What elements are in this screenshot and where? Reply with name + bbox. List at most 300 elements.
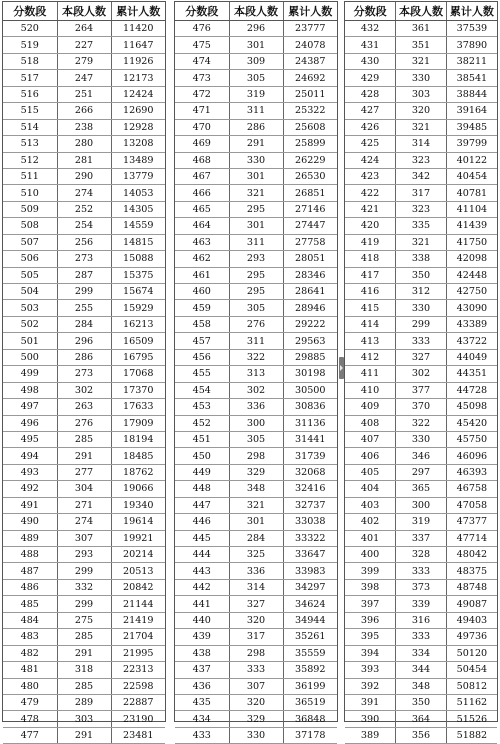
cell-cumulative-count: 50454 [446,662,497,678]
cell-segment-count: 302 [396,366,447,382]
cell-score: 472 [175,86,229,102]
cell-score: 482 [3,645,57,661]
cell-segment-count: 373 [396,579,447,595]
cell-segment-count: 302 [57,382,111,398]
cell-segment-count: 319 [396,514,447,530]
cell-cumulative-count: 18762 [111,464,165,480]
cell-segment-count: 305 [229,431,283,447]
cell-segment-count: 311 [229,103,283,119]
table-row [175,579,337,595]
cell-segment-count: 301 [229,514,283,530]
cell-segment-count: 365 [396,481,447,497]
score-table-1 [3,2,165,744]
table-row [345,399,497,415]
cell-score: 512 [3,152,57,168]
cell-score: 404 [345,481,396,497]
table-row [345,70,497,86]
cell-cumulative-count: 40454 [446,168,497,184]
table-row [175,645,337,661]
table-row [3,547,165,563]
cell-segment-count: 320 [229,612,283,628]
cell-cumulative-count: 26530 [283,168,337,184]
cell-segment-count: 299 [57,563,111,579]
cell-score: 471 [175,103,229,119]
cell-score: 395 [345,629,396,645]
table-row [345,596,497,612]
table-row [345,234,497,250]
table-row [3,612,165,628]
cell-segment-count: 263 [57,399,111,415]
cell-score: 517 [3,70,57,86]
cell-score: 410 [345,382,396,398]
cell-segment-count: 321 [229,497,283,513]
cell-score: 424 [345,152,396,168]
cell-score: 518 [3,53,57,69]
cell-cumulative-count: 39485 [446,119,497,135]
cell-cumulative-count: 43722 [446,333,497,349]
cell-segment-count: 327 [229,596,283,612]
table-row [175,218,337,234]
cell-cumulative-count: 17068 [111,366,165,382]
cell-score: 442 [175,579,229,595]
cell-cumulative-count: 46096 [446,448,497,464]
cell-score: 474 [175,53,229,69]
cell-cumulative-count: 43090 [446,300,497,316]
cell-score: 511 [3,168,57,184]
table-row [3,662,165,678]
table-row [345,464,497,480]
table-row [345,333,497,349]
cell-cumulative-count: 28051 [283,251,337,267]
table-row [345,21,497,37]
table-row [175,382,337,398]
table-row [175,448,337,464]
table-row [345,136,497,152]
table-row [175,251,337,267]
cell-cumulative-count: 12173 [111,70,165,86]
cell-segment-count: 377 [396,382,447,398]
cell-score: 403 [345,497,396,513]
cell-score: 473 [175,70,229,86]
cell-segment-count: 342 [396,168,447,184]
cell-cumulative-count: 22887 [111,694,165,710]
table-row [175,103,337,119]
table-row [345,316,497,332]
table-row [175,136,337,152]
table-row [3,415,165,431]
cell-cumulative-count: 13208 [111,136,165,152]
cell-score: 434 [175,711,229,727]
cell-segment-count: 336 [229,399,283,415]
cell-score: 438 [175,645,229,661]
cell-segment-count: 286 [229,119,283,135]
cell-cumulative-count: 13489 [111,152,165,168]
table-row [345,711,497,727]
table-header-row [175,2,337,21]
table-row [345,349,497,365]
cell-segment-count: 322 [229,349,283,365]
cell-score: 468 [175,152,229,168]
table-row [175,168,337,184]
cell-score: 463 [175,234,229,250]
table-row [175,431,337,447]
cell-segment-count: 321 [396,53,447,69]
cell-segment-count: 333 [396,563,447,579]
table-row [3,86,165,102]
cell-segment-count: 300 [396,497,447,513]
cell-score: 414 [345,316,396,332]
cell-cumulative-count: 16509 [111,333,165,349]
table-row [3,711,165,727]
cell-segment-count: 346 [396,448,447,464]
cell-segment-count: 329 [229,711,283,727]
cell-segment-count: 276 [229,316,283,332]
cell-score: 466 [175,185,229,201]
cell-cumulative-count: 21144 [111,596,165,612]
cell-cumulative-count: 45420 [446,415,497,431]
cell-cumulative-count: 42750 [446,284,497,300]
table-row [345,563,497,579]
cell-cumulative-count: 39164 [446,103,497,119]
table-row [175,53,337,69]
cell-score: 479 [3,694,57,710]
cell-score: 475 [175,37,229,53]
cell-segment-count: 318 [57,662,111,678]
cell-cumulative-count: 12690 [111,103,165,119]
cell-segment-count: 332 [57,579,111,595]
table-row [175,464,337,480]
table-row [175,185,337,201]
cell-cumulative-count: 48042 [446,547,497,563]
cell-score: 449 [175,464,229,480]
cell-score: 401 [345,530,396,546]
cell-score: 476 [175,21,229,37]
header-score-range: 分数段 [175,2,229,21]
table-row [3,629,165,645]
table-row [175,366,337,382]
cell-segment-count: 279 [57,53,111,69]
cell-cumulative-count: 22598 [111,678,165,694]
cell-cumulative-count: 40781 [446,185,497,201]
cell-segment-count: 295 [229,284,283,300]
cell-score: 484 [3,612,57,628]
table-row [345,497,497,513]
table-row [175,316,337,332]
cell-segment-count: 301 [229,168,283,184]
score-table-2 [175,2,337,744]
cell-cumulative-count: 16213 [111,316,165,332]
cell-cumulative-count: 35892 [283,662,337,678]
cell-cumulative-count: 49736 [446,629,497,645]
cell-cumulative-count: 34944 [283,612,337,628]
cell-score: 502 [3,316,57,332]
cell-score: 519 [3,37,57,53]
cell-segment-count: 296 [57,333,111,349]
cell-segment-count: 317 [396,185,447,201]
cell-score: 491 [3,497,57,513]
cell-cumulative-count: 41750 [446,234,497,250]
cell-segment-count: 298 [229,448,283,464]
cell-score: 495 [3,431,57,447]
score-distribution-page [2,1,498,742]
cell-segment-count: 286 [57,349,111,365]
table-row [3,366,165,382]
cell-score: 460 [175,284,229,300]
cell-segment-count: 285 [57,678,111,694]
cell-segment-count: 291 [229,136,283,152]
cell-cumulative-count: 19066 [111,481,165,497]
cell-score: 498 [3,382,57,398]
cell-score: 478 [3,711,57,727]
cell-segment-count: 273 [57,251,111,267]
table-row [175,711,337,727]
header-score-range: 分数段 [345,2,396,21]
cell-score: 429 [345,70,396,86]
cell-score: 400 [345,547,396,563]
cell-cumulative-count: 35559 [283,645,337,661]
cell-score: 451 [175,431,229,447]
table-row [3,694,165,710]
cell-segment-count: 251 [57,86,111,102]
cell-cumulative-count: 51162 [446,694,497,710]
cell-score: 514 [3,119,57,135]
cell-segment-count: 275 [57,612,111,628]
cell-cumulative-count: 48375 [446,563,497,579]
table-row [3,119,165,135]
cell-score: 427 [345,103,396,119]
cell-score: 399 [345,563,396,579]
table-row [3,349,165,365]
table-row [345,366,497,382]
cell-cumulative-count: 11420 [111,21,165,37]
cell-segment-count: 291 [57,727,111,743]
table-row [3,596,165,612]
cell-cumulative-count: 15929 [111,300,165,316]
cell-score: 402 [345,514,396,530]
cell-score: 490 [3,514,57,530]
cell-cumulative-count: 22313 [111,662,165,678]
cell-cumulative-count: 51526 [446,711,497,727]
cell-score: 440 [175,612,229,628]
cell-score: 409 [345,399,396,415]
table-row [175,267,337,283]
cell-cumulative-count: 51882 [446,727,497,743]
cell-cumulative-count: 28641 [283,284,337,300]
table-row [345,415,497,431]
table-row [345,201,497,217]
cell-segment-count: 293 [229,251,283,267]
cell-cumulative-count: 50812 [446,678,497,694]
cell-segment-count: 285 [57,629,111,645]
table-row [175,547,337,563]
cell-score: 497 [3,399,57,415]
table-row [3,201,165,217]
cell-score: 483 [3,629,57,645]
cell-cumulative-count: 24387 [283,53,337,69]
cell-segment-count: 321 [229,185,283,201]
cell-score: 441 [175,596,229,612]
cell-score: 420 [345,218,396,234]
cell-segment-count: 290 [57,168,111,184]
cell-score: 419 [345,234,396,250]
cell-segment-count: 293 [57,547,111,563]
header-score-range: 分数段 [3,2,57,21]
cell-score: 447 [175,497,229,513]
cell-score: 455 [175,366,229,382]
cell-segment-count: 356 [396,727,447,743]
cell-segment-count: 266 [57,103,111,119]
table-row [175,694,337,710]
cell-score: 496 [3,415,57,431]
table-row [3,382,165,398]
cell-segment-count: 319 [229,86,283,102]
cell-score: 412 [345,349,396,365]
cell-segment-count: 334 [396,645,447,661]
header-segment-count: 本段人数 [229,2,283,21]
cell-segment-count: 297 [396,464,447,480]
cell-segment-count: 317 [229,629,283,645]
cell-segment-count: 350 [396,694,447,710]
cell-score: 480 [3,678,57,694]
table-row [345,103,497,119]
cell-score: 397 [345,596,396,612]
cell-score: 486 [3,579,57,595]
cell-score: 422 [345,185,396,201]
cell-segment-count: 227 [57,37,111,53]
cell-segment-count: 304 [57,481,111,497]
cell-cumulative-count: 28946 [283,300,337,316]
cell-cumulative-count: 43389 [446,316,497,332]
cell-segment-count: 320 [396,103,447,119]
cell-score: 456 [175,349,229,365]
table-row [3,333,165,349]
cell-cumulative-count: 17633 [111,399,165,415]
cell-cumulative-count: 31136 [283,415,337,431]
table-row [3,448,165,464]
table-row [3,168,165,184]
cell-segment-count: 305 [229,300,283,316]
table-row [3,152,165,168]
table-row [175,201,337,217]
cell-score: 465 [175,201,229,217]
table-row [345,300,497,316]
cell-score: 453 [175,399,229,415]
cell-cumulative-count: 45098 [446,399,497,415]
table-row [3,727,165,743]
cell-score: 391 [345,694,396,710]
cell-score: 431 [345,37,396,53]
cell-score: 501 [3,333,57,349]
cell-segment-count: 254 [57,218,111,234]
table-row [3,678,165,694]
cell-segment-count: 351 [396,37,447,53]
cell-score: 516 [3,86,57,102]
cell-score: 418 [345,251,396,267]
cell-score: 487 [3,563,57,579]
cell-cumulative-count: 23190 [111,711,165,727]
cell-score: 439 [175,629,229,645]
table-row [175,497,337,513]
cell-segment-count: 329 [229,464,283,480]
cell-segment-count: 311 [229,333,283,349]
cell-cumulative-count: 31441 [283,431,337,447]
header-cumulative-count: 累计人数 [111,2,165,21]
cell-cumulative-count: 37890 [446,37,497,53]
cell-score: 406 [345,448,396,464]
cell-segment-count: 348 [396,678,447,694]
cell-cumulative-count: 41439 [446,218,497,234]
cell-segment-count: 370 [396,399,447,415]
cell-score: 444 [175,547,229,563]
cell-segment-count: 361 [396,21,447,37]
cell-cumulative-count: 40122 [446,152,497,168]
cell-cumulative-count: 25899 [283,136,337,152]
cell-score: 513 [3,136,57,152]
table-row [3,103,165,119]
header-cumulative-count: 累计人数 [283,2,337,21]
table-row [175,284,337,300]
cell-cumulative-count: 30836 [283,399,337,415]
cell-segment-count: 284 [57,316,111,332]
cell-cumulative-count: 12424 [111,86,165,102]
table-row [345,678,497,694]
cell-cumulative-count: 19614 [111,514,165,530]
table-row [175,612,337,628]
cell-segment-count: 299 [57,284,111,300]
table-row [345,645,497,661]
cell-cumulative-count: 29563 [283,333,337,349]
cell-score: 398 [345,579,396,595]
cell-cumulative-count: 32737 [283,497,337,513]
cell-segment-count: 322 [396,415,447,431]
cell-segment-count: 303 [57,711,111,727]
cell-score: 437 [175,662,229,678]
cell-segment-count: 337 [396,530,447,546]
cell-segment-count: 336 [229,563,283,579]
cell-cumulative-count: 47058 [446,497,497,513]
table-header-row [3,2,165,21]
score-table-panel-2 [174,1,338,742]
cell-segment-count: 301 [229,37,283,53]
header-cumulative-count: 累计人数 [446,2,497,21]
cell-score: 493 [3,464,57,480]
cell-cumulative-count: 19340 [111,497,165,513]
cell-score: 489 [3,530,57,546]
cell-score: 405 [345,464,396,480]
cell-segment-count: 333 [396,629,447,645]
cell-cumulative-count: 29885 [283,349,337,365]
table-row [345,727,497,743]
cell-cumulative-count: 44728 [446,382,497,398]
table-row [3,37,165,53]
cell-segment-count: 298 [229,645,283,661]
cell-segment-count: 323 [396,152,447,168]
table-row [175,399,337,415]
cell-cumulative-count: 25322 [283,103,337,119]
cell-segment-count: 328 [396,547,447,563]
cell-score: 445 [175,530,229,546]
cell-cumulative-count: 41104 [446,201,497,217]
cell-cumulative-count: 30198 [283,366,337,382]
table-row [175,234,337,250]
cell-score: 408 [345,415,396,431]
cell-segment-count: 252 [57,201,111,217]
cell-score: 430 [345,53,396,69]
cell-score: 436 [175,678,229,694]
cell-cumulative-count: 14305 [111,201,165,217]
cell-cumulative-count: 24078 [283,37,337,53]
table-row [3,234,165,250]
